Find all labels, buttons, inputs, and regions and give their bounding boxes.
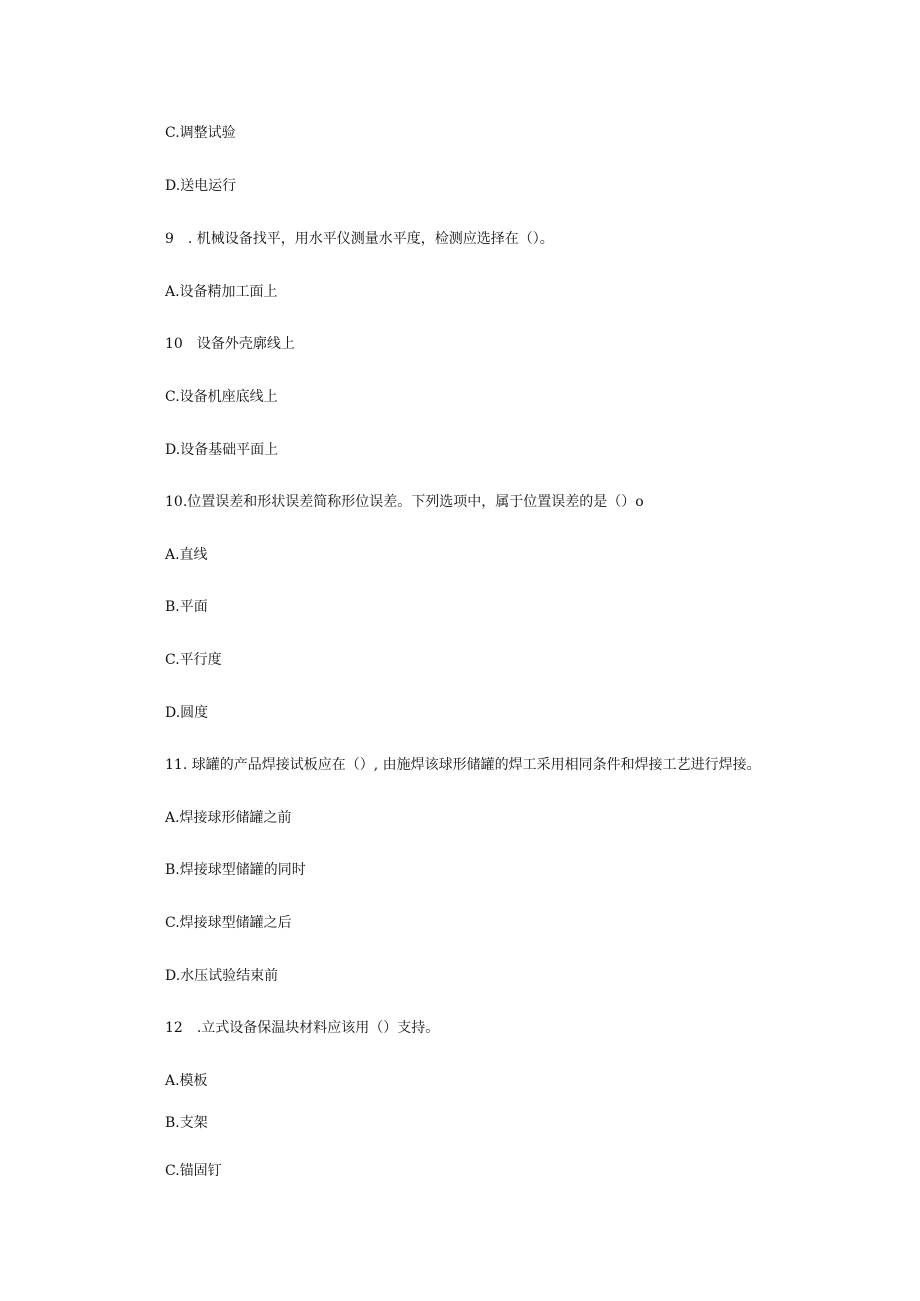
q11-option-a: A.焊接球形储罐之前 [165,810,292,826]
q12-option-a: A.模板 [165,1073,208,1089]
q11-option-c: C.焊接球型储罐之后 [165,915,292,931]
question-12: 12 .立式设备保温块材料应该用（）支持。 [165,1020,440,1036]
question-11: 11. 球罐的产品焊接试板应在（）, 由施焊该球形储罐的焊工采用相同条件和焊接工艺进行焊接。 [165,757,761,773]
option-c-adjust-test: C.调整试验 [165,125,236,141]
q11-option-d: D.水压试验结束前 [165,968,279,984]
question-10: 10.位置误差和形状误差简称形位误差。下列选项中，属于位置误差的是（）o [165,494,644,510]
q12-option-b: B.支架 [165,1115,208,1131]
q9-option-b: 10 设备外壳廓线上 [165,336,295,352]
q10-option-d: D.圆度 [165,705,209,721]
q10-option-c: C.平行度 [165,652,222,668]
q12-option-c: C.锚固钉 [165,1163,222,1179]
question-9: 9 . 机械设备找平，用水平仪测量水平度，检测应选择在（）。 [165,231,554,247]
option-d-power-on-run: D.送电运行 [165,178,237,194]
q9-option-c: C.设备机座底线上 [165,389,278,405]
q9-option-d: D.设备基础平面上 [165,442,279,458]
q9-option-a: A.设备精加工面上 [165,284,278,300]
q11-option-b: B.焊接球型储罐的同时 [165,862,306,878]
q10-option-b: B.平面 [165,599,208,615]
q10-option-a: A.直线 [165,547,208,563]
